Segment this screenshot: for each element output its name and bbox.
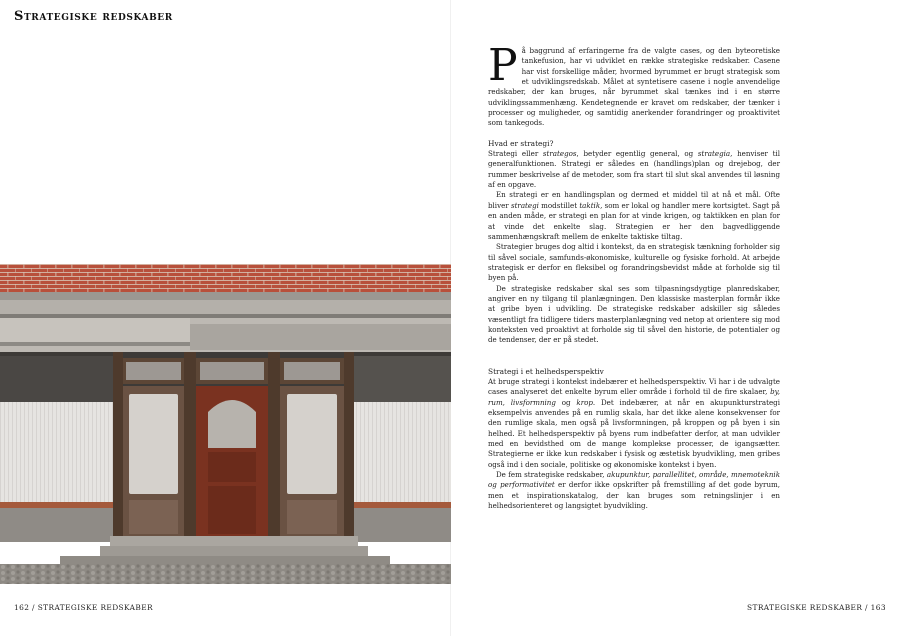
paragraph: At bruge strategi i kontekst indebærer et helhedsperspektiv. Vi har i de udvalgte cases analyseret det enkelte byrum eller område i forhold til de fire skalaer, by, rum, livsformning og krop. Det indebærer, at når en akupunkturstrategi eksempelvis anvendes på en rumlig skala, har det ikke alene konsekvenser for den rumlige skala, men også på livsformningen, på kroppen og på byen i sin helhed. Et helhedsperspektiv på byens rum indbefatter derfor, at man udvikler med en bevidsthed om de mange komplekse processer, de igangsætter. Strategierne er ikke kun redskaber i fysisk og æstetisk byudvikling, men gribes også ind i den sociale, politiske og økonomiske kontekst i byen. — [488, 376, 780, 469]
section-heading-holistic: Strategi i et helhedsperspektiv — [488, 366, 604, 376]
intro-paragraph: På baggrund af erfaringerne fra de valgte cases, og den byteoretiske tankefusion, har vi udviklet en række strategiske redskaber. Casene har vist forskellige måder, hvormed byrummet er brugt strategisk som et udviklingsredskab. Målet at syntetisere casene i nogle anvendelige redskaber, der kan bruges, når byrummet skal tænkes ind i en større udviklingssammenhæng. Kendetegnende er kravet om redskaber, der tænker i processer og muligheder, og samtidig anerkender forandringer og proaktivitet som tankegods. — [488, 40, 780, 128]
paragraph: De strategiske redskaber skal ses som tilpasningsdygtige planredskaber, angiver en ny tilgang til planlægningen. Den klassiske masterplan formår ikke at gribe byen i udvikling. De strategiske redskaber adskiller sig således væsentligt fra tidligere tiders masterplanlægning ved netop at orientere sig mod konteksten ved proaktivt at forholde sig til såvel den historie, de potentialer og de tendenser, der er på stedet. — [488, 283, 780, 345]
storefront-illustration — [0, 264, 451, 584]
chapter-title: Strategiske redskaber — [14, 9, 173, 24]
page-number-left: 162 / STRATEGISKE REDSKABER — [14, 603, 153, 612]
body-text-column — [488, 40, 781, 511]
section-heading-strategy: Hvad er strategi? — [488, 138, 554, 148]
paragraph: De fem strategiske redskaber, akupunktur, parallellitet, område, mnemoteknik og performativitet er derfor ikke opskrifter på fremstilling af det gode byrum, men et inspirationskatalog, der kan bruges som retningslinjer i en helhedsorienteret og langsigtet byudvikling. — [488, 470, 781, 511]
paragraph: En strategi er en handlingsplan og dermed et middel til at nå et mål. Ofte bliver strategi modstillet taktik, som er lokal og handler mere kortsigtet. Sagt på en anden måde, er strategi en plan for at vinde krigen, og taktikken en plan for at vinde det enkelte slag. Strategien er her den bagvedliggende sammenhængskraft mellem de enkelte taktiske tiltag. — [488, 190, 780, 241]
paragraph: Strategier bruges dog altid i kontekst, da en strategisk tænkning forholder sig til såvel sociale, samfunds-økonomiske, kulturelle og fysiske forhold. At arbejde strategisk er derfor en fleksibel og forandringsbevidst måde at forholde sig til byen på. — [488, 242, 780, 283]
drop-cap: P — [488, 40, 518, 91]
storefront-photo — [0, 264, 451, 584]
paragraph: Strategi eller strategos, betyder egentlig general, og strategia, henviser til generalfunktionen. Strategi er således en (handlings)plan og drejebog, der rummer beskrivelse af de metoder, som fra start til slut skal anvendes til løsning af en opgave. — [488, 149, 781, 190]
page-number-right: STRATEGISKE REDSKABER / 163 — [747, 603, 886, 612]
